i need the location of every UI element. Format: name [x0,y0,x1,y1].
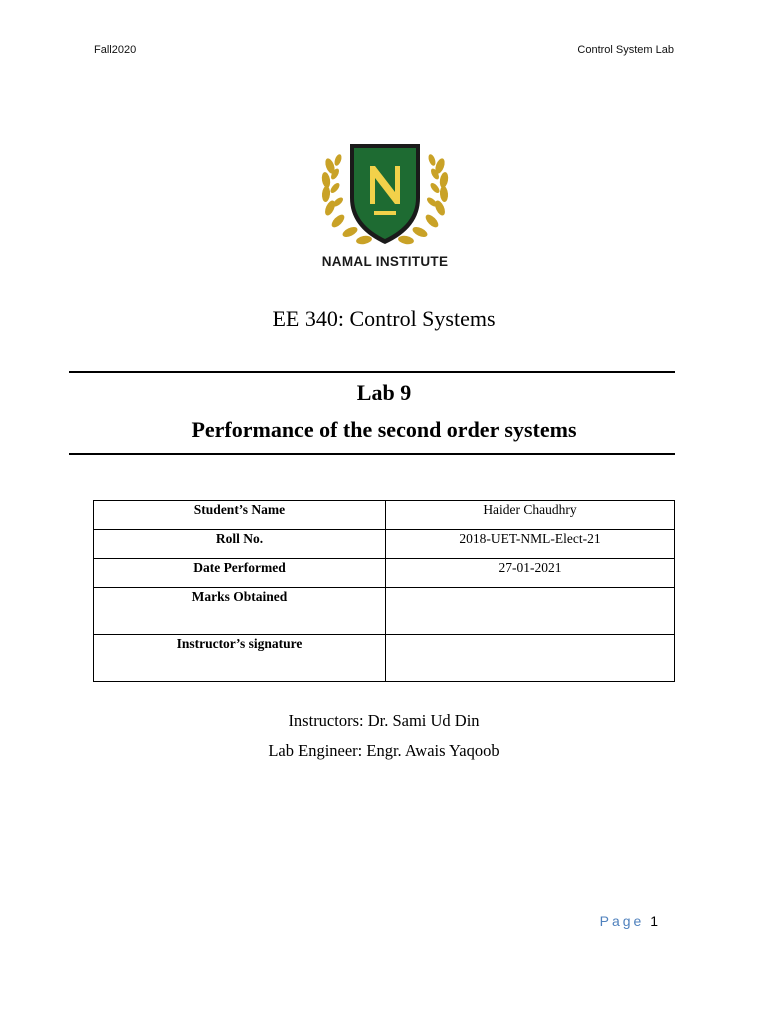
student-info-table [93,500,675,682]
page-footer [600,913,658,929]
student-name-label: Student’s Name [94,501,386,530]
table-row [94,530,675,559]
lab-engineer-line: Lab Engineer: Engr. Awais Yaqoob [268,741,500,760]
table-row [94,501,675,530]
table-row [94,588,675,635]
namal-institute-logo [312,136,458,276]
date-performed-label: Date Performed [94,559,386,588]
table-row [94,559,675,588]
instructor-signature-label: Instructor’s signature [94,635,386,682]
page-word: Page [599,913,645,929]
marks-obtained-value [386,588,675,635]
student-name-value: Haider Chaudhry [386,501,675,530]
table-row [94,635,675,682]
marks-obtained-label: Marks Obtained [94,588,386,635]
laurel-shield-icon [312,136,458,252]
instructor-signature-value [386,635,675,682]
course-title: EE 340: Control Systems [272,306,496,331]
instructors-line: Instructors: Dr. Sami Ud Din [288,711,480,730]
lab-number: Lab 9 [356,380,412,405]
institute-name: NAMAL INSTITUTE [321,254,449,269]
roll-no-value: 2018-UET-NML-Elect-21 [386,530,675,559]
header-course: Control System Lab [577,44,674,56]
bottom-divider [69,453,675,455]
lab-title: Performance of the second order systems [191,417,577,442]
header-semester: Fall2020 [94,44,137,56]
roll-no-label: Roll No. [94,530,386,559]
top-divider [69,371,675,373]
date-performed-value: 27-01-2021 [386,559,675,588]
page-number: 1 [650,913,658,929]
